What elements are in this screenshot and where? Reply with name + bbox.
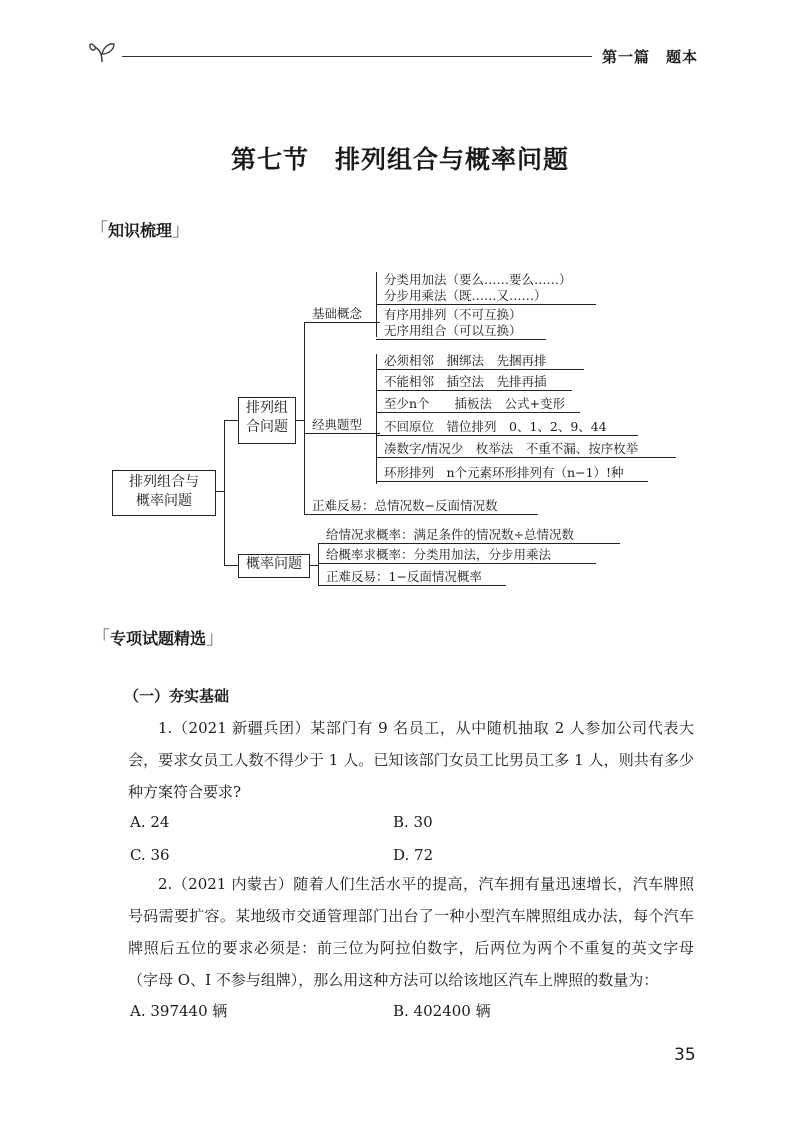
bracket-close-icon: 」 bbox=[206, 628, 225, 649]
sprout-icon bbox=[88, 38, 120, 64]
classic-item: 不回原位 错位排列 0、1、2、9、44 bbox=[376, 418, 638, 436]
bracket-close-icon: 」 bbox=[172, 220, 191, 241]
basic-item: 分步用乘法（既……又……） bbox=[376, 287, 596, 305]
option: B. 30 bbox=[393, 813, 433, 831]
basic-item: 有序用排列（不可互换） bbox=[384, 307, 522, 322]
basic-item: 无序用组合（可以互换） bbox=[376, 322, 546, 340]
option: B. 402400 辆 bbox=[393, 1002, 491, 1020]
prob-item: 给概率求概率：分类用加法，分步用乘法 bbox=[318, 546, 596, 564]
prob-item: 给情况求概率：满足条件的情况数÷总情况数 bbox=[318, 526, 620, 544]
mindmap-node-probability: 概率问题 bbox=[238, 554, 310, 578]
option: A. 24 bbox=[130, 813, 170, 831]
label-basic-concepts: 基础概念 bbox=[304, 305, 380, 323]
selected-heading: 「专项试题精选」 bbox=[92, 628, 225, 649]
question-1: 1.（2021 新疆兵团）某部门有 9 名员工，从中随机抽取 2 人参加公司代表大会，要求女员工人数不得少于 1 人。已知该部门女员工比男员工多 1 人，则共有多少种方案符合要求? bbox=[128, 719, 694, 801]
question-2: 2.（2021 内蒙古）随着人们生活水平的提高，汽车拥有量迅速增长，汽车牌照号码需要扩容。某地级市交通管理部门出台了一种小型汽车牌照组成办法，每个汽车牌照后五位的要求必须是：前三位为阿拉伯数字，后两位为两个不重复的英文字母（字母 O、I 不参与组牌），那么用这种方法可以给该地区汽车上牌照的数量为： bbox=[128, 875, 694, 989]
section-title: 第七节 排列组合与概率问题 bbox=[230, 145, 569, 174]
classic-item: 凑数字/情况少 枚举法 不重不漏、按序枚举 bbox=[376, 440, 676, 458]
option: C. 36 bbox=[130, 846, 170, 864]
basic-item: 分类用加法（要么……要么……） bbox=[384, 272, 572, 287]
option: D. 72 bbox=[393, 846, 434, 864]
bracket-open-icon: 「 bbox=[92, 628, 110, 649]
bracket-open-icon: 「 bbox=[90, 220, 108, 241]
header-rule bbox=[122, 56, 592, 57]
mindmap-node-permutation: 排列组 合问题 bbox=[238, 397, 296, 444]
knowledge-heading: 「知识梳理」 bbox=[90, 220, 191, 241]
option: A. 397440 辆 bbox=[130, 1002, 228, 1020]
sub-section-title: （一）夯实基础 bbox=[124, 687, 230, 705]
page-number: 35 bbox=[674, 1045, 696, 1065]
classic-item: 环形排列 n个元素环形排列有（n−1）!种 bbox=[376, 464, 648, 482]
classic-item: 必须相邻 捆绑法 先捆再排 bbox=[376, 352, 584, 370]
prob-item: 正难反易：1−反面情况概率 bbox=[318, 568, 506, 586]
label-classic-types: 经典题型 bbox=[304, 416, 380, 434]
header-chapter: 第一篇 题本 bbox=[602, 48, 699, 66]
mindmap-root: 排列组合与 概率问题 bbox=[112, 470, 216, 516]
classic-item: 不能相邻 插空法 先排再插 bbox=[376, 373, 572, 391]
reverse-item: 正难反易：总情况数−反面情况数 bbox=[304, 497, 538, 515]
classic-item: 至少n个 插板法 公式+变形 bbox=[376, 395, 580, 413]
